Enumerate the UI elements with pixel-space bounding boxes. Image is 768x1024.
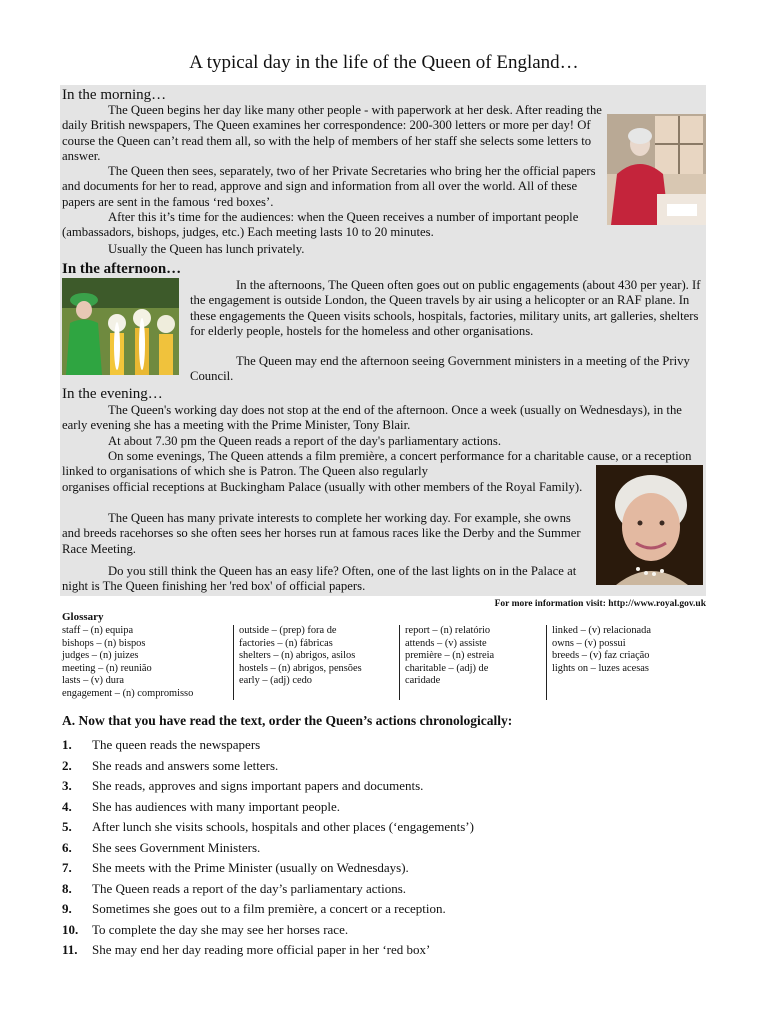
glossary-entry: première – (n) estreia <box>405 650 495 662</box>
glossary-entry: factories – (n) fábricas <box>239 637 333 649</box>
task-text: The queen reads the newspapers <box>92 737 261 752</box>
task-item <box>62 735 474 756</box>
morning-heading: In the morning… <box>62 87 167 103</box>
glossary-column-3 <box>405 625 540 688</box>
glossary-entry: bishops – (n) bispos <box>62 637 146 649</box>
task-item <box>62 797 474 818</box>
glossary-entry: staff – (n) equipa <box>62 625 134 636</box>
task-item <box>62 817 474 838</box>
task-item <box>62 858 474 879</box>
glossary-column-1 <box>62 625 230 701</box>
task-item <box>62 940 474 961</box>
queen-portrait-photo <box>596 465 703 585</box>
task-text: She may end her day reading more official paper in her ‘red box’ <box>92 942 431 957</box>
glossary-entry: meeting – (n) reunião <box>62 662 152 674</box>
task-text: Sometimes she goes out to a film première, a concert or a reception. <box>92 901 446 916</box>
task-item <box>62 879 474 900</box>
glossary-entry: linked – (v) relacionada <box>552 625 651 636</box>
afternoon-paragraph-1: In the afternoons, The Queen often goes out on public engagements (about 430 per year). If the engagement is outside London, the Queen travels by air using a helicopter or an RAF plane. In these engagements the Queen visits schools, hospitals, factories, military units, art galleries, shelters for elderly people, hostels for the homeless and other organisations. <box>190 278 701 338</box>
task-item <box>62 920 474 941</box>
glossary-entry: report – (n) relatório <box>405 625 491 636</box>
task-list <box>62 735 474 961</box>
glossary-divider <box>399 625 400 700</box>
task-number: 5. <box>62 819 72 834</box>
task-number: 4. <box>62 798 72 814</box>
task-item <box>62 899 474 920</box>
glossary-divider <box>233 625 234 700</box>
more-info-link[interactable]: For more information visit: http://www.royal.gov.uk <box>494 599 706 609</box>
morning-paragraph-3: After this it’s time for the audiences: when the Queen receives a number of important people (ambassadors, bishops, judges, etc.) Each meeting lasts 10 to 20 minutes. <box>62 210 579 240</box>
glossary-entry: lasts – (v) dura <box>62 675 125 687</box>
morning-paragraph-4: Usually the Queen has lunch privately. <box>108 242 305 256</box>
task-text: After lunch she visits schools, hospitals and other places (‘engagements’) <box>92 819 474 834</box>
glossary-entry: attends – (v) assiste <box>405 637 487 649</box>
glossary-entry: charitable – (adj) de <box>405 662 489 674</box>
evening-heading: In the evening… <box>62 386 163 402</box>
task-number: 9. <box>62 901 72 916</box>
glossary-column-4 <box>552 625 702 675</box>
task-number: 1. <box>62 737 72 752</box>
task-text: The Queen reads a report of the day’s parliamentary actions. <box>92 880 407 896</box>
afternoon-paragraph-2: The Queen may end the afternoon seeing Government ministers in a meeting of the Privy Council. <box>190 354 690 384</box>
evening-paragraph-4: The Queen has many private interests to complete her working day. For example, she owns and breeds racehorses so she often sees her horses run at famous races like the Derby and the Summer Race Meeting. <box>62 511 581 556</box>
glossary-divider <box>546 625 547 700</box>
glossary-entry: early – (adj) cedo <box>239 675 312 687</box>
glossary-column-2 <box>239 625 399 688</box>
glossary-entry: breeds – (v) faz criação <box>552 650 650 662</box>
morning-paragraph-2: The Queen then sees, separately, two of her Private Secretaries who bring her the official papers and documents for her to read, approve and sign and information from all over the world. All of these papers are sent in the famous ‘red boxes’. <box>62 164 596 209</box>
task-number: 11. <box>62 942 78 957</box>
glossary-entry: owns – (v) possui <box>552 637 626 649</box>
task-number: 2. <box>62 757 72 773</box>
task-item <box>62 756 474 777</box>
afternoon-heading: In the afternoon… <box>62 261 182 277</box>
task-text: To complete the day she may see her horses race. <box>92 921 349 937</box>
task-number: 7. <box>62 860 72 875</box>
task-number: 8. <box>62 880 72 896</box>
evening-paragraph-5: Do you still think the Queen has an easy life? Often, one of the last lights on in the Palace at night is The Queen finishing her 'red box' of official papers. <box>62 564 577 594</box>
glossary-title: Glossary <box>62 611 104 623</box>
task-item <box>62 838 474 859</box>
glossary-entry: caridade <box>405 675 441 687</box>
evening-paragraph-3b: organises official receptions at Buckingham Palace (usually with other members of the Royal Family). <box>62 480 583 494</box>
public-engagement-photo <box>62 278 179 375</box>
glossary-entry: judges – (n) juizes <box>62 650 139 662</box>
glossary-entry: outside – (prep) fora de <box>239 625 337 636</box>
evening-paragraph-2: At about 7.30 pm the Queen reads a report of the day's parliamentary actions. <box>108 434 502 448</box>
task-text: She has audiences with many important people. <box>92 798 341 814</box>
glossary-entry: shelters – (n) abrigos, asilos <box>239 650 356 662</box>
evening-paragraph-3a: On some evenings, The Queen attends a film première, a concert performance for a charitable cause, or a reception linked to organisations of which she is Patron. The Queen also regularly <box>62 449 692 479</box>
task-number: 3. <box>62 778 72 793</box>
task-item <box>62 776 474 797</box>
morning-paragraph-1: The Queen begins her day like many other people - with paperwork at her desk. After reading the daily British newspapers, The Queen examines her correspondence: 200-300 letters or more per day! Of course the Queen can’t read them all, so with the help of members of her staff she selects some letters to answer. <box>62 103 602 163</box>
glossary-entry: hostels – (n) abrigos, pensões <box>239 662 362 674</box>
task-text: She meets with the Prime Minister (usually on Wednesdays). <box>92 860 409 875</box>
task-text: She reads and answers some letters. <box>92 757 279 773</box>
page-title: A typical day in the life of the Queen of England… <box>189 52 579 73</box>
task-text: She sees Government Ministers. <box>92 839 261 855</box>
task-number: 10. <box>62 921 79 937</box>
evening-paragraph-1: The Queen's working day does not stop at the end of the afternoon. Once a week (usually on Wednesdays), in the early evening she has a meeting with the Prime Minister, Tony Blair. <box>62 403 682 433</box>
task-question: A. Now that you have read the text, order the Queen’s actions chronologically: <box>62 713 513 728</box>
queen-at-desk-photo <box>607 114 706 225</box>
glossary-entry: engagement – (n) compromisso <box>62 687 194 699</box>
task-number: 6. <box>62 839 72 855</box>
glossary-entry: lights on – luzes acesas <box>552 662 649 674</box>
task-text: She reads, approves and signs important papers and documents. <box>92 778 424 793</box>
